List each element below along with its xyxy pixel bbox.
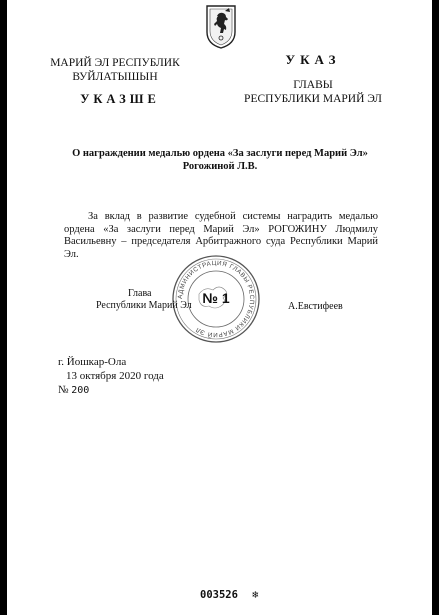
signature-position: [96, 288, 206, 312]
header-left-line2: ВУЙЛАТЫШЫН: [72, 71, 158, 83]
signature-name: А.Евстифеев: [288, 301, 343, 312]
footer-serial-block: [200, 589, 258, 601]
signature-position-line1: Глава: [128, 288, 152, 299]
document-body-paragraph: За вклад в развитие судебной системы наградить медалью ордена «За заслуги перед Марий Эл» РОГОЖИНУ Людмилу Васильевну – председателя Арбитражного суда Республики Марий Эл.: [64, 211, 378, 260]
document-title: [60, 147, 380, 173]
number-prefix: №: [58, 384, 69, 396]
right-border: [432, 0, 439, 615]
stamp-ring-text: АДМИНИСТРАЦИЯ ГЛАВЫ РЕСПУБЛИКИ МАРИЙ ЭЛ: [176, 259, 256, 339]
header-left-title: УКАЗШЕ: [80, 92, 160, 106]
footer-serial: 003526: [200, 589, 238, 601]
left-border: [0, 0, 7, 615]
number-value: 200: [71, 385, 90, 396]
city: г. Йошкар-Ола: [58, 356, 127, 368]
snowflake-icon: ❄: [251, 589, 259, 601]
document-title-line1: О награждении медалью ордена «За заслуги перед Марий Эл»: [72, 148, 368, 159]
header-left: [50, 56, 180, 84]
header-right-line1: ГЛАВЫ: [293, 79, 333, 91]
place-date-block: [58, 355, 164, 398]
header-right-title: УКАЗ: [285, 52, 341, 67]
header-right-line2: РЕСПУБЛИКИ МАРИЙ ЭЛ: [244, 93, 382, 105]
coat-of-arms-bear-icon: [203, 2, 239, 50]
document-title-line2: Рогожиной Л.В.: [182, 161, 258, 172]
document-number: [58, 383, 164, 398]
header-left-line1: МАРИЙ ЭЛ РЕСПУБЛИК: [50, 57, 180, 69]
signature-position-line2: Республики Марий Эл: [96, 300, 192, 311]
document-date: 13 октября 2020 года: [66, 370, 164, 382]
stamp-number: № 1: [202, 290, 230, 306]
